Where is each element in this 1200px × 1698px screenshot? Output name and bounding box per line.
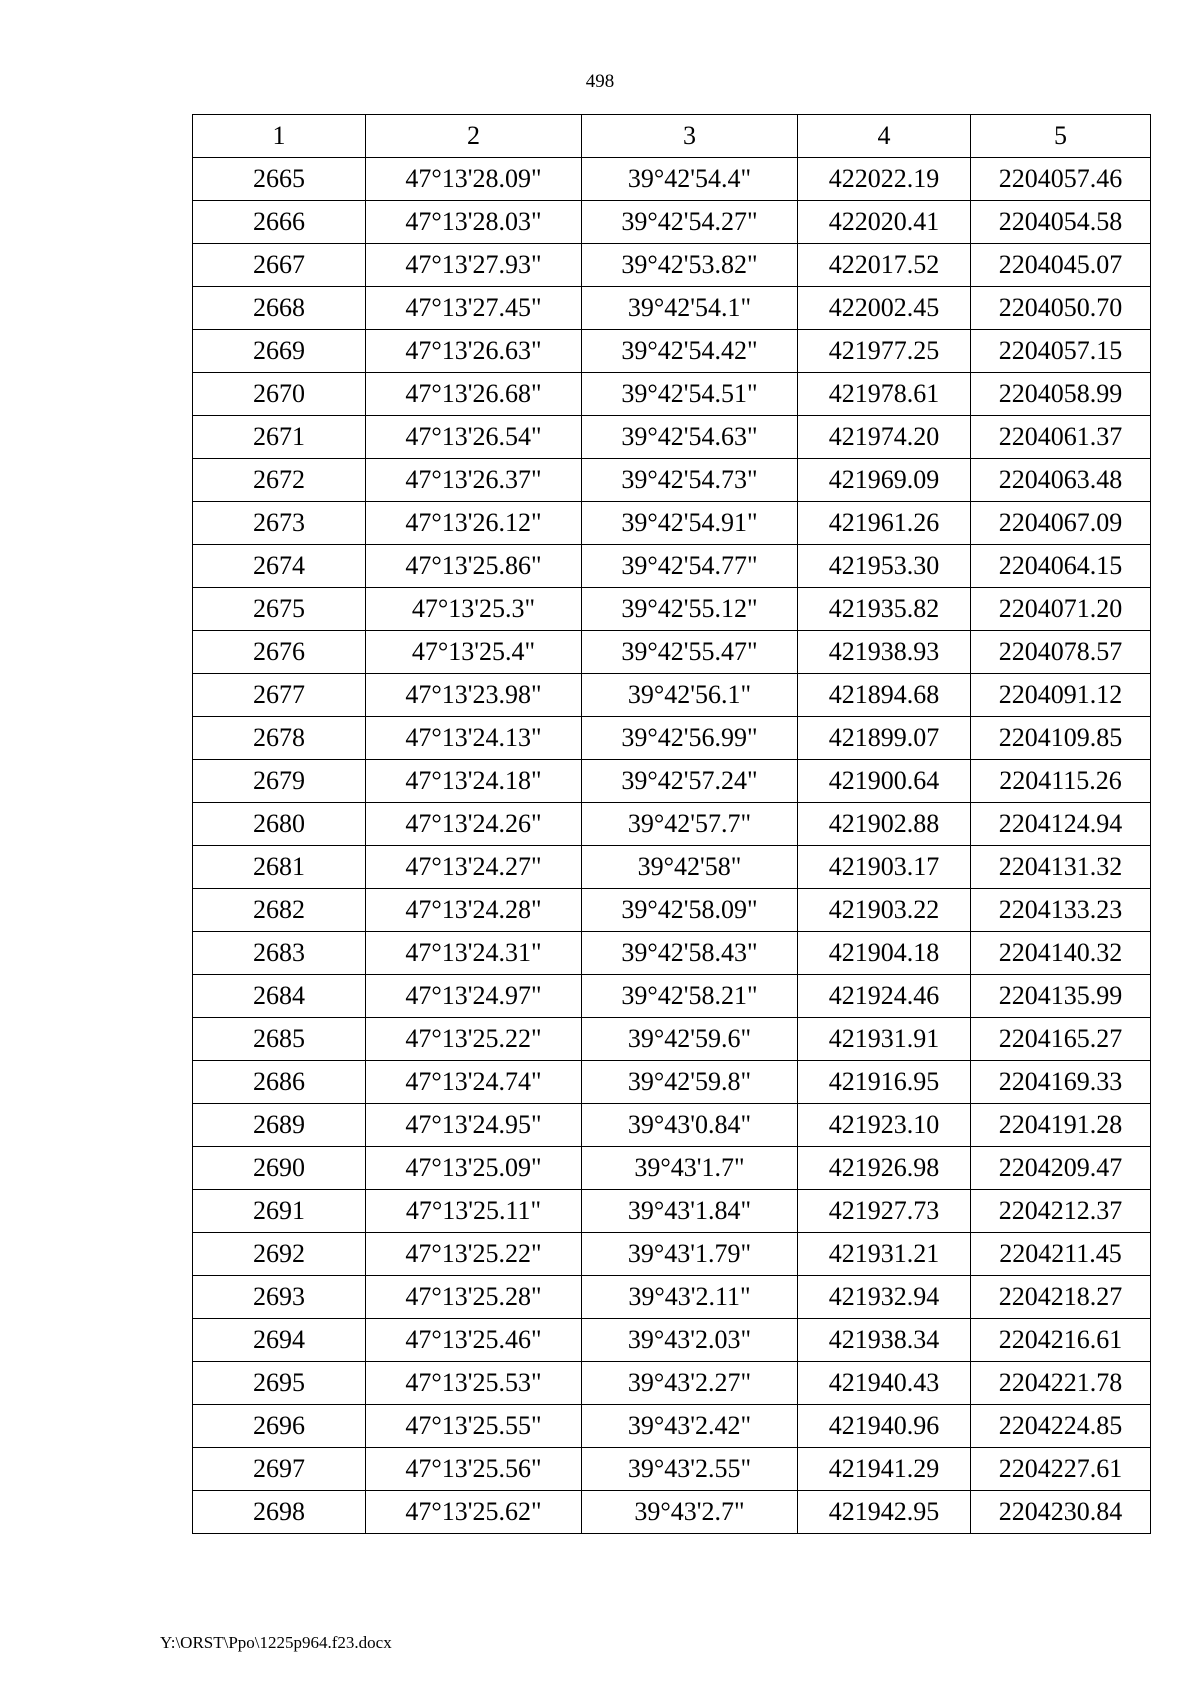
table-body [193,158,1151,1534]
longitude-cell: 39°42'58.43" [582,932,798,975]
x-coordinate-cell: 421923.10 [798,1104,971,1147]
point-number-cell: 2695 [193,1362,366,1405]
point-number-cell: 2686 [193,1061,366,1104]
x-coordinate-cell: 421969.09 [798,459,971,502]
longitude-cell: 39°42'54.77" [582,545,798,588]
longitude-cell: 39°42'54.73" [582,459,798,502]
y-coordinate-cell: 2204216.61 [971,1319,1151,1362]
table-row [193,1233,1151,1276]
point-number-cell: 2673 [193,502,366,545]
y-coordinate-cell: 2204169.33 [971,1061,1151,1104]
point-number-cell: 2693 [193,1276,366,1319]
table-row [193,975,1151,1018]
point-number-cell: 2696 [193,1405,366,1448]
point-number-cell: 2665 [193,158,366,201]
table-row [193,1147,1151,1190]
x-coordinate-cell: 421974.20 [798,416,971,459]
longitude-cell: 39°43'2.42" [582,1405,798,1448]
table-row [193,631,1151,674]
y-coordinate-cell: 2204218.27 [971,1276,1151,1319]
table-row [193,373,1151,416]
longitude-cell: 39°42'57.24" [582,760,798,803]
latitude-cell: 47°13'24.13" [366,717,582,760]
x-coordinate-cell: 421977.25 [798,330,971,373]
page-number: 498 [585,71,615,92]
longitude-cell: 39°42'54.63" [582,416,798,459]
table-row [193,545,1151,588]
longitude-cell: 39°43'2.7" [582,1491,798,1534]
x-coordinate-cell: 421978.61 [798,373,971,416]
x-coordinate-cell: 421961.26 [798,502,971,545]
longitude-cell: 39°43'1.79" [582,1233,798,1276]
latitude-cell: 47°13'25.86" [366,545,582,588]
longitude-cell: 39°43'0.84" [582,1104,798,1147]
longitude-cell: 39°42'58" [582,846,798,889]
x-coordinate-cell: 421927.73 [798,1190,971,1233]
latitude-cell: 47°13'25.28" [366,1276,582,1319]
latitude-cell: 47°13'25.09" [366,1147,582,1190]
y-coordinate-cell: 2204124.94 [971,803,1151,846]
y-coordinate-cell: 2204071.20 [971,588,1151,631]
table-row [193,1190,1151,1233]
point-number-cell: 2676 [193,631,366,674]
x-coordinate-cell: 422017.52 [798,244,971,287]
point-number-cell: 2674 [193,545,366,588]
table-row [193,158,1151,201]
y-coordinate-cell: 2204131.32 [971,846,1151,889]
longitude-cell: 39°42'57.7" [582,803,798,846]
point-number-cell: 2697 [193,1448,366,1491]
point-number-cell: 2669 [193,330,366,373]
longitude-cell: 39°42'56.1" [582,674,798,717]
latitude-cell: 47°13'25.46" [366,1319,582,1362]
x-coordinate-cell: 421902.88 [798,803,971,846]
column-header: 2 [366,115,582,158]
x-coordinate-cell: 421938.34 [798,1319,971,1362]
table-row [193,244,1151,287]
column-header: 5 [971,115,1151,158]
y-coordinate-cell: 2204064.15 [971,545,1151,588]
latitude-cell: 47°13'24.28" [366,889,582,932]
longitude-cell: 39°42'54.51" [582,373,798,416]
latitude-cell: 47°13'24.31" [366,932,582,975]
table-row [193,201,1151,244]
y-coordinate-cell: 2204057.46 [971,158,1151,201]
table-row [193,1276,1151,1319]
latitude-cell: 47°13'24.95" [366,1104,582,1147]
y-coordinate-cell: 2204057.15 [971,330,1151,373]
y-coordinate-cell: 2204212.37 [971,1190,1151,1233]
point-number-cell: 2666 [193,201,366,244]
point-number-cell: 2679 [193,760,366,803]
longitude-cell: 39°42'54.27" [582,201,798,244]
longitude-cell: 39°42'55.12" [582,588,798,631]
longitude-cell: 39°42'54.1" [582,287,798,330]
column-header: 1 [193,115,366,158]
latitude-cell: 47°13'25.56" [366,1448,582,1491]
table-row [193,674,1151,717]
latitude-cell: 47°13'28.09" [366,158,582,201]
latitude-cell: 47°13'25.22" [366,1018,582,1061]
y-coordinate-cell: 2204230.84 [971,1491,1151,1534]
footer-file-path: Y:\ORST\Ppo\1225p964.f23.docx [160,1633,392,1652]
point-number-cell: 2678 [193,717,366,760]
column-header: 4 [798,115,971,158]
table-row [193,1018,1151,1061]
table-row [193,1061,1151,1104]
y-coordinate-cell: 2204133.23 [971,889,1151,932]
point-number-cell: 2672 [193,459,366,502]
y-coordinate-cell: 2204165.27 [971,1018,1151,1061]
table-row [193,932,1151,975]
header-row [193,115,1151,158]
latitude-cell: 47°13'26.37" [366,459,582,502]
y-coordinate-cell: 2204067.09 [971,502,1151,545]
y-coordinate-cell: 2204211.45 [971,1233,1151,1276]
coordinates-table [192,114,1151,1534]
y-coordinate-cell: 2204109.85 [971,717,1151,760]
x-coordinate-cell: 421894.68 [798,674,971,717]
point-number-cell: 2683 [193,932,366,975]
x-coordinate-cell: 421916.95 [798,1061,971,1104]
y-coordinate-cell: 2204058.99 [971,373,1151,416]
table-row [193,846,1151,889]
point-number-cell: 2698 [193,1491,366,1534]
latitude-cell: 47°13'25.3" [366,588,582,631]
y-coordinate-cell: 2204221.78 [971,1362,1151,1405]
y-coordinate-cell: 2204115.26 [971,760,1151,803]
x-coordinate-cell: 421938.93 [798,631,971,674]
longitude-cell: 39°43'1.7" [582,1147,798,1190]
table-row [193,1104,1151,1147]
point-number-cell: 2680 [193,803,366,846]
x-coordinate-cell: 421940.96 [798,1405,971,1448]
point-number-cell: 2667 [193,244,366,287]
y-coordinate-cell: 2204091.12 [971,674,1151,717]
latitude-cell: 47°13'27.45" [366,287,582,330]
table-row [193,1491,1151,1534]
latitude-cell: 47°13'25.53" [366,1362,582,1405]
latitude-cell: 47°13'25.4" [366,631,582,674]
point-number-cell: 2684 [193,975,366,1018]
latitude-cell: 47°13'27.93" [366,244,582,287]
y-coordinate-cell: 2204209.47 [971,1147,1151,1190]
latitude-cell: 47°13'26.12" [366,502,582,545]
latitude-cell: 47°13'25.11" [366,1190,582,1233]
x-coordinate-cell: 422002.45 [798,287,971,330]
latitude-cell: 47°13'26.63" [366,330,582,373]
longitude-cell: 39°43'1.84" [582,1190,798,1233]
longitude-cell: 39°43'2.11" [582,1276,798,1319]
table-row [193,1319,1151,1362]
table-row [193,588,1151,631]
y-coordinate-cell: 2204191.28 [971,1104,1151,1147]
latitude-cell: 47°13'24.27" [366,846,582,889]
y-coordinate-cell: 2204140.32 [971,932,1151,975]
point-number-cell: 2668 [193,287,366,330]
longitude-cell: 39°42'54.91" [582,502,798,545]
point-number-cell: 2689 [193,1104,366,1147]
longitude-cell: 39°43'2.03" [582,1319,798,1362]
column-header: 3 [582,115,798,158]
x-coordinate-cell: 421940.43 [798,1362,971,1405]
table-row [193,889,1151,932]
table-header [193,115,1151,158]
table-row [193,1405,1151,1448]
y-coordinate-cell: 2204050.70 [971,287,1151,330]
longitude-cell: 39°42'53.82" [582,244,798,287]
latitude-cell: 47°13'24.74" [366,1061,582,1104]
table-row [193,330,1151,373]
table-row [193,502,1151,545]
x-coordinate-cell: 421926.98 [798,1147,971,1190]
y-coordinate-cell: 2204135.99 [971,975,1151,1018]
x-coordinate-cell: 421899.07 [798,717,971,760]
y-coordinate-cell: 2204078.57 [971,631,1151,674]
point-number-cell: 2681 [193,846,366,889]
x-coordinate-cell: 421935.82 [798,588,971,631]
latitude-cell: 47°13'26.54" [366,416,582,459]
point-number-cell: 2690 [193,1147,366,1190]
table-row [193,717,1151,760]
latitude-cell: 47°13'26.68" [366,373,582,416]
latitude-cell: 47°13'24.26" [366,803,582,846]
point-number-cell: 2675 [193,588,366,631]
y-coordinate-cell: 2204054.58 [971,201,1151,244]
x-coordinate-cell: 421931.91 [798,1018,971,1061]
point-number-cell: 2685 [193,1018,366,1061]
longitude-cell: 39°42'58.21" [582,975,798,1018]
longitude-cell: 39°42'54.42" [582,330,798,373]
point-number-cell: 2691 [193,1190,366,1233]
y-coordinate-cell: 2204227.61 [971,1448,1151,1491]
longitude-cell: 39°42'58.09" [582,889,798,932]
table-row [193,416,1151,459]
table-row [193,1448,1151,1491]
y-coordinate-cell: 2204224.85 [971,1405,1151,1448]
latitude-cell: 47°13'25.62" [366,1491,582,1534]
latitude-cell: 47°13'25.22" [366,1233,582,1276]
x-coordinate-cell: 421941.29 [798,1448,971,1491]
latitude-cell: 47°13'23.98" [366,674,582,717]
y-coordinate-cell: 2204063.48 [971,459,1151,502]
x-coordinate-cell: 421924.46 [798,975,971,1018]
longitude-cell: 39°42'59.6" [582,1018,798,1061]
point-number-cell: 2694 [193,1319,366,1362]
x-coordinate-cell: 421932.94 [798,1276,971,1319]
x-coordinate-cell: 421900.64 [798,760,971,803]
y-coordinate-cell: 2204061.37 [971,416,1151,459]
point-number-cell: 2677 [193,674,366,717]
point-number-cell: 2670 [193,373,366,416]
x-coordinate-cell: 421931.21 [798,1233,971,1276]
x-coordinate-cell: 422020.41 [798,201,971,244]
x-coordinate-cell: 422022.19 [798,158,971,201]
longitude-cell: 39°43'2.27" [582,1362,798,1405]
latitude-cell: 47°13'25.55" [366,1405,582,1448]
point-number-cell: 2692 [193,1233,366,1276]
latitude-cell: 47°13'24.97" [366,975,582,1018]
longitude-cell: 39°43'2.55" [582,1448,798,1491]
longitude-cell: 39°42'55.47" [582,631,798,674]
point-number-cell: 2671 [193,416,366,459]
x-coordinate-cell: 421903.17 [798,846,971,889]
y-coordinate-cell: 2204045.07 [971,244,1151,287]
table-row [193,459,1151,502]
latitude-cell: 47°13'24.18" [366,760,582,803]
x-coordinate-cell: 421953.30 [798,545,971,588]
table-row [193,803,1151,846]
table-row [193,287,1151,330]
longitude-cell: 39°42'54.4" [582,158,798,201]
latitude-cell: 47°13'28.03" [366,201,582,244]
longitude-cell: 39°42'59.8" [582,1061,798,1104]
point-number-cell: 2682 [193,889,366,932]
longitude-cell: 39°42'56.99" [582,717,798,760]
x-coordinate-cell: 421904.18 [798,932,971,975]
table-row [193,1362,1151,1405]
x-coordinate-cell: 421903.22 [798,889,971,932]
table-row [193,760,1151,803]
x-coordinate-cell: 421942.95 [798,1491,971,1534]
